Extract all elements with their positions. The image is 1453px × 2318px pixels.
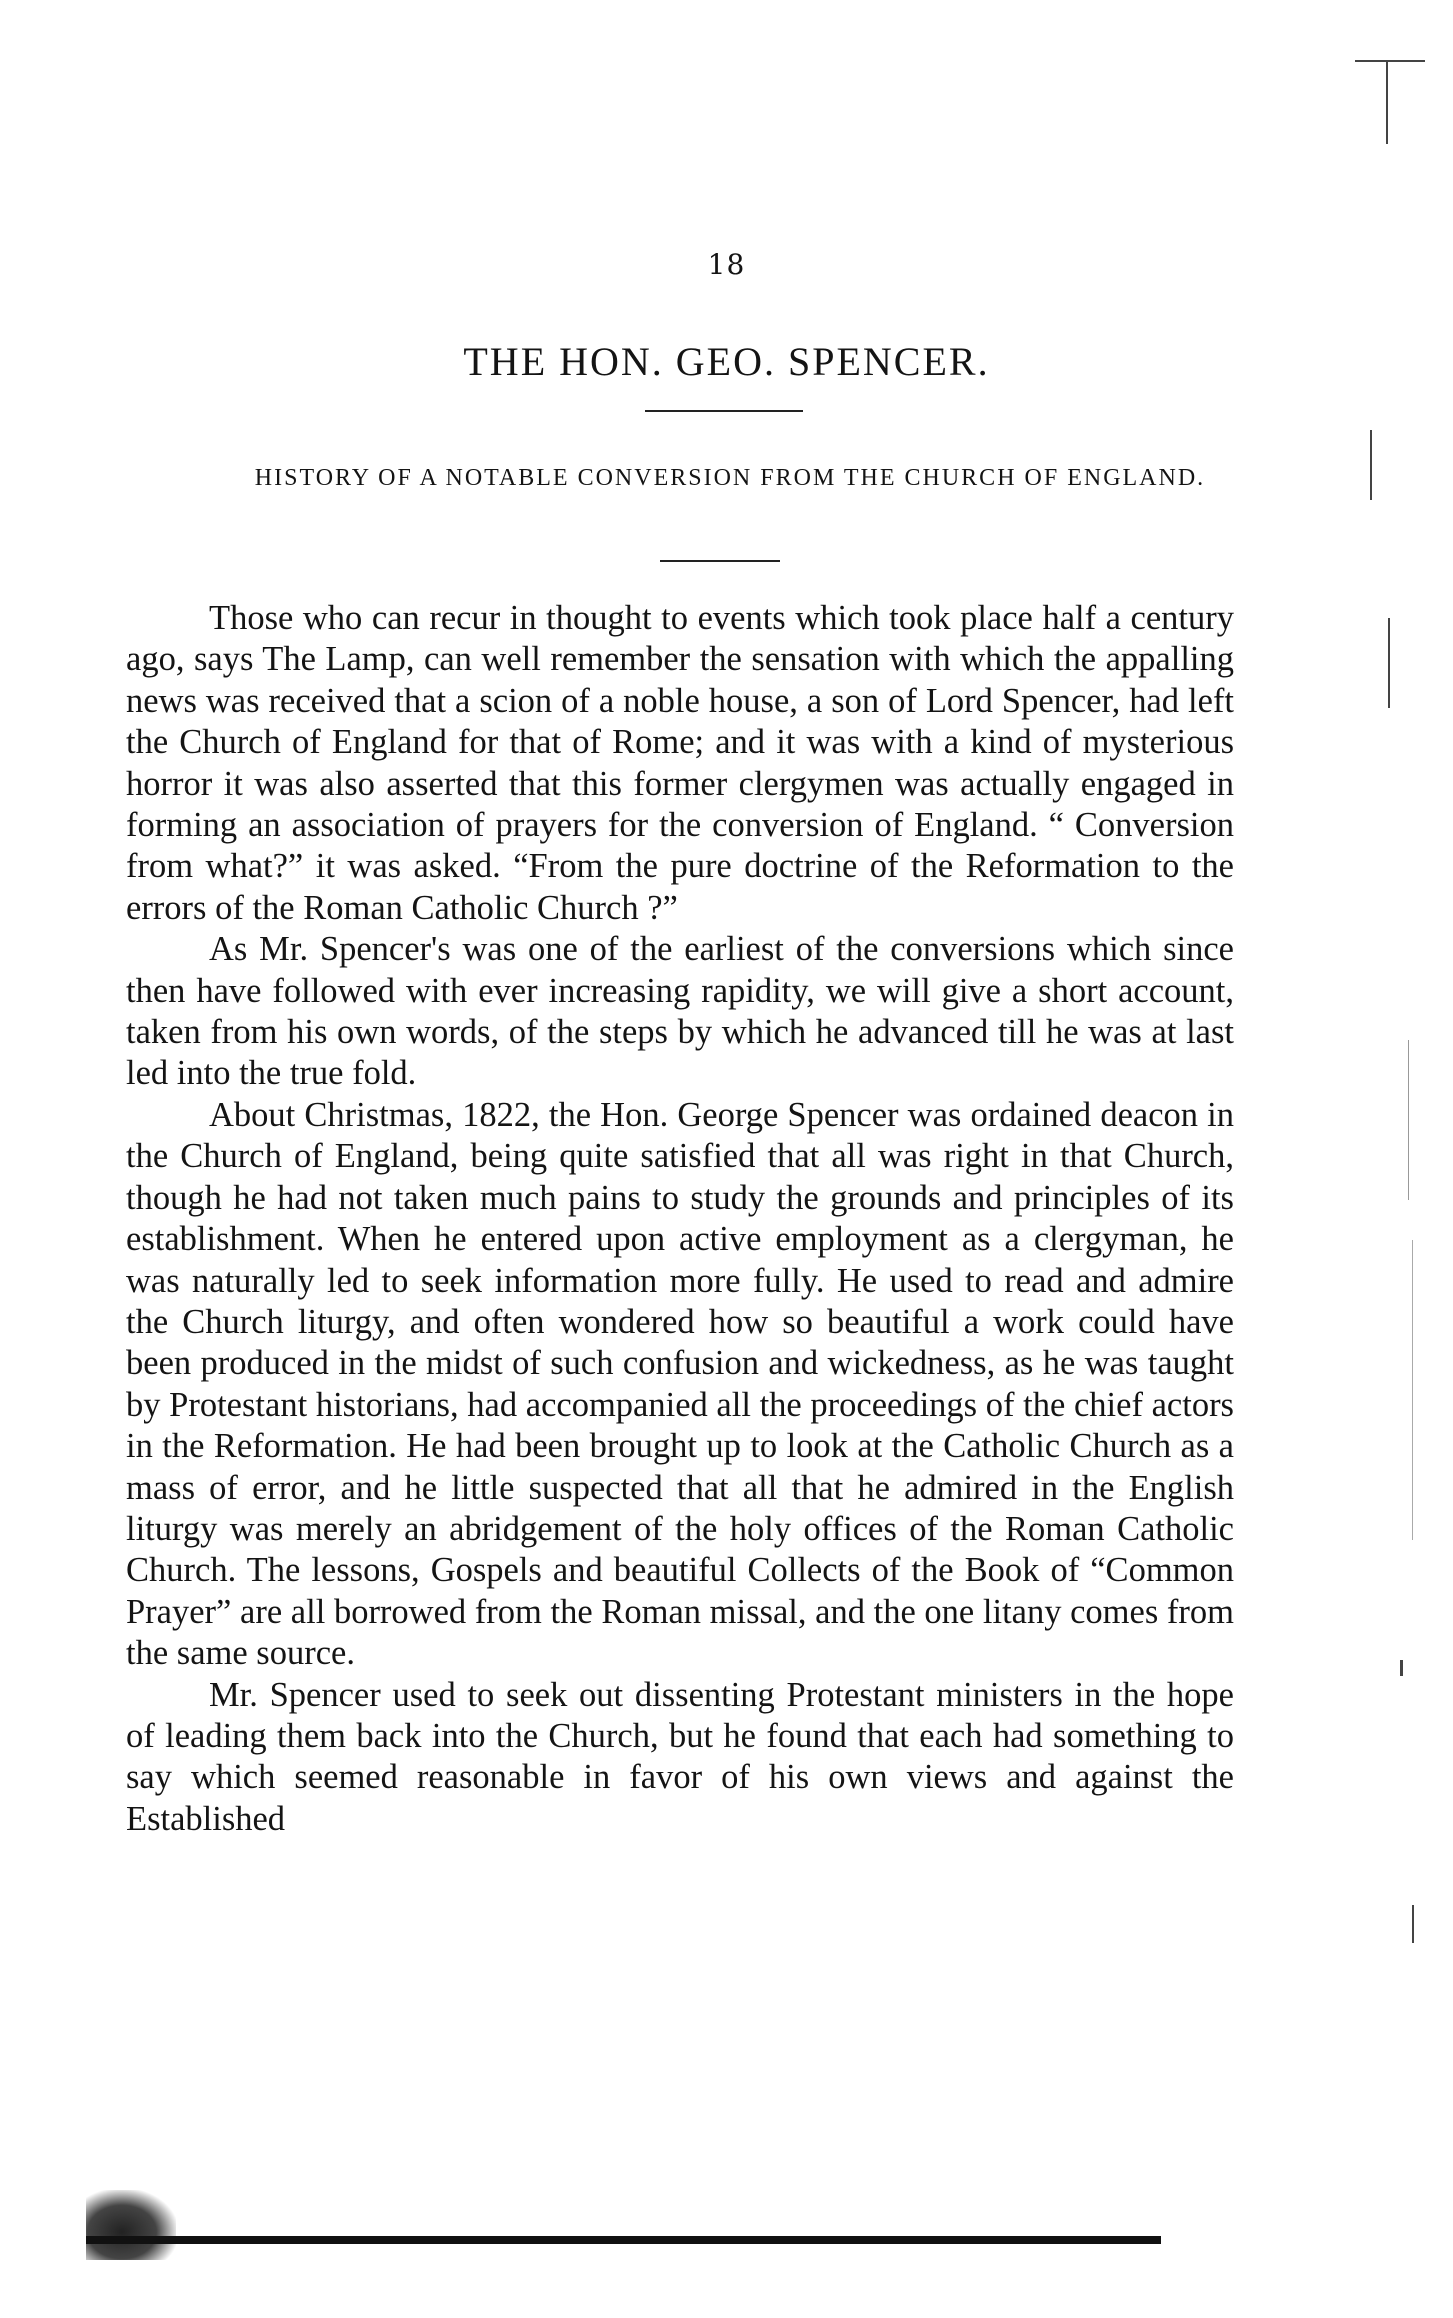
margin-mark bbox=[1412, 1905, 1414, 1943]
margin-mark bbox=[1400, 1660, 1403, 1676]
margin-mark bbox=[1370, 430, 1372, 500]
margin-mark bbox=[1388, 618, 1390, 708]
page-subtitle: HISTORY OF A NOTABLE CONVERSION FROM THE CHURCH OF ENGLAND. bbox=[254, 465, 1206, 491]
paragraph: About Christmas, 1822, the Hon. George Spencer was ordained deacon in the Church of England, being quite satisfied that all was right in that Church, though he had not taken much pains to study the grounds and principles of its establishment. When he entered upon active employment as a clergyman, he was naturally led to seek information more fully. He used to read and admire the Church liturgy, and often wondered how so beautiful a work could have been produced in the midst of such confusion and wickedness, as he was taught by Protestant historians, had accompanied all the proceedings of the chief actors in the Reformation. He had been brought up to look at the Catholic Church as a mass of error, and he little suspected that all that he admired in the English liturgy was merely an abridgement of the holy offices of the Roman Catholic Church. The lessons, Gospels and beautiful Collects of the Book of “Common Prayer” are all borrowed from the Roman missal, and the one litany comes from the same source. bbox=[126, 1095, 1234, 1673]
margin-mark bbox=[1386, 62, 1388, 144]
paragraph: Those who can recur in thought to events which took place half a century ago, says The Lamp, can well remember the sensation with which the appalling news was received that a scion of a noble house, a son of Lord Spencer, had left the Church of England for that of Rome; and it was with a kind of mysterious horror it was also asserted that this former clergymen was actually engaged in forming an association of prayers for the conversion of England. “ Conversion from what?” it was asked. “From the pure doctrine of the Reformation to the errors of the Roman Catholic Church ?” bbox=[126, 599, 1234, 927]
subtitle-rule bbox=[660, 560, 780, 562]
margin-mark bbox=[1408, 1040, 1409, 1200]
title-rule bbox=[645, 410, 803, 412]
page-title: THE HON. GEO. SPENCER. bbox=[463, 339, 990, 384]
paragraph: As Mr. Spencer's was one of the earliest of the conversions which since then have followed with ever increasing rapidity, we will give a short account, taken from his own words, of the steps by which he advanced till he was at last led into the true fold. bbox=[126, 930, 1234, 1093]
article-body bbox=[126, 598, 1234, 1840]
bottom-bar bbox=[86, 2236, 1161, 2244]
margin-mark bbox=[1355, 60, 1425, 62]
bottom-blot bbox=[86, 2190, 176, 2260]
page-number: 18 bbox=[707, 248, 746, 281]
margin-mark bbox=[1412, 1240, 1413, 1540]
paragraph: Mr. Spencer used to seek out dissenting Protestant ministers in the hope of leading them back into the Church, but he found that each had something to say which seemed reasonable in favor of his own views and against the Established bbox=[126, 1675, 1234, 1838]
